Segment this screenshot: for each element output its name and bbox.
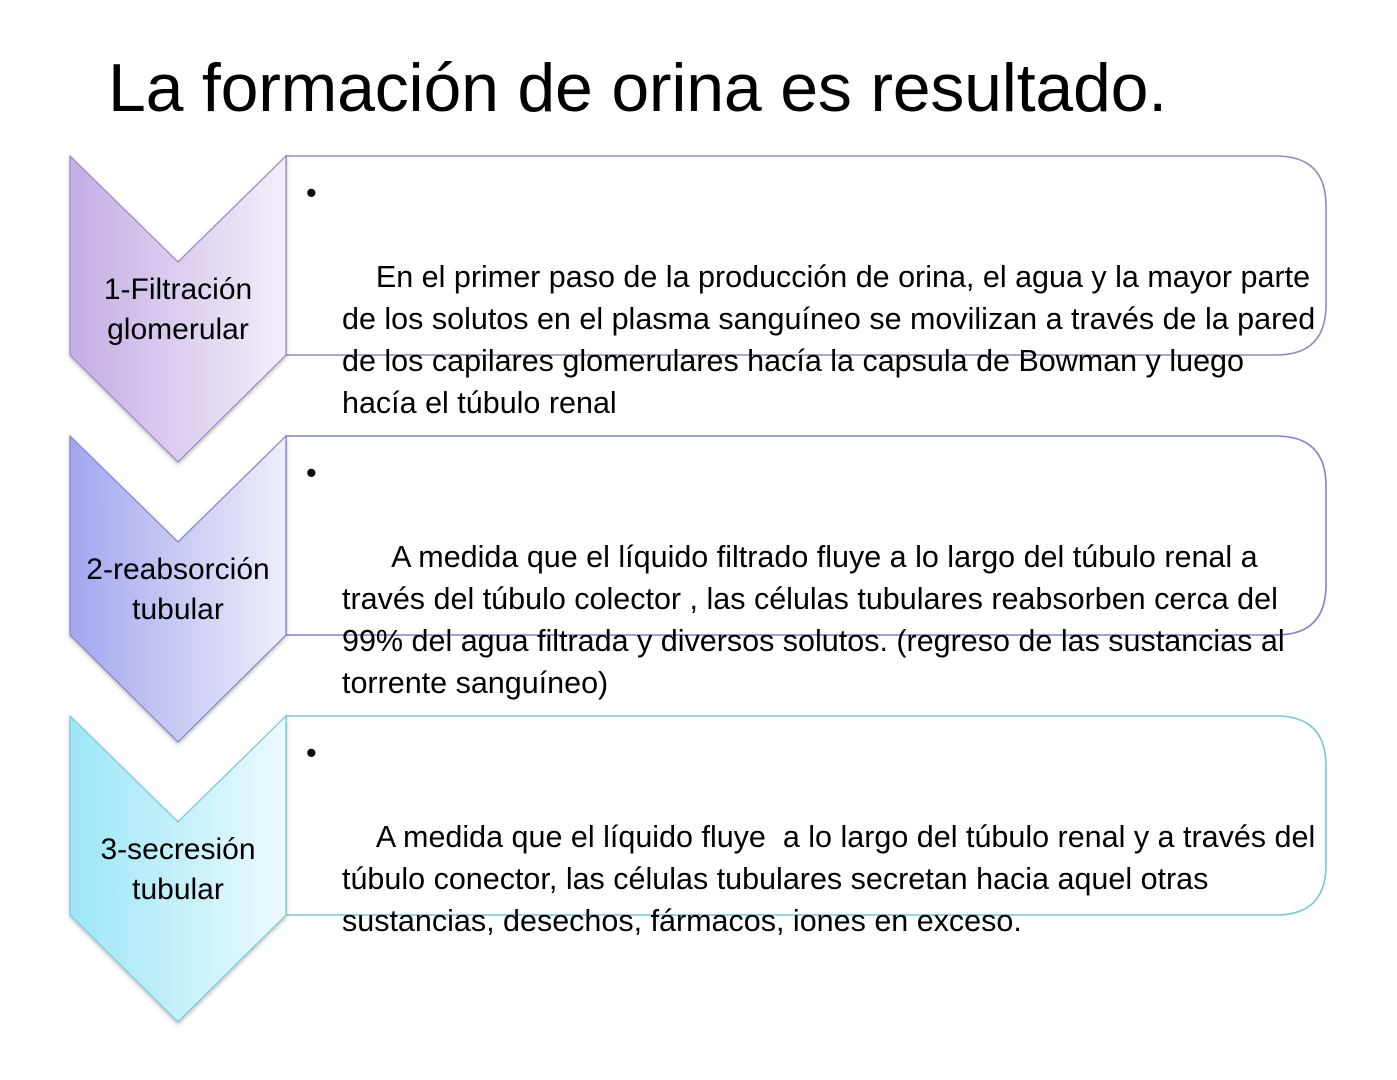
- step-1-label: [70, 270, 286, 350]
- step-3-description: [306, 732, 1324, 984]
- slide-title: La formación de orina es resultado.: [108, 50, 1167, 126]
- step-3-text: A medida que el líquido fluye a lo largo del túbulo renal y a través del túbulo conector, las células tubulares secretan hacia aquel otras sustancias, desechos, fármacos, iones en exceso.: [342, 820, 1324, 938]
- step-1-label-line-1: 1-Filtración: [103, 273, 253, 306]
- step-1-description: [306, 172, 1324, 466]
- bullet-icon: •: [306, 456, 317, 490]
- step-3-label: [70, 830, 286, 910]
- step-3-label-line-1: 3-secresión: [100, 833, 256, 866]
- step-3-bullet-item: [306, 732, 1324, 984]
- step-2-description: [306, 452, 1316, 746]
- step-1-bullet-item: [306, 172, 1324, 466]
- bullet-icon: •: [306, 176, 317, 210]
- step-2-text: A medida que el líquido filtrado fluye a lo largo del túbulo renal a través del túbulo colector , las células tubulares reabsorben cerca del 99% del agua filtrada y diversos solutos. (regreso de las sustancias al torrente sanguíneo): [342, 540, 1294, 700]
- bullet-icon: •: [306, 736, 317, 770]
- step-2-bullet-item: [306, 452, 1316, 746]
- step-2-label: [70, 550, 286, 630]
- step-2-label-line-2: tubular: [132, 593, 224, 626]
- step-1-text: En el primer paso de la producción de orina, el agua y la mayor parte de los solutos en el plasma sanguíneo se movilizan a través de la pared de los capilares glomerulares hacía la capsula de Bowman y luego hacía el túbulo renal: [342, 260, 1324, 420]
- step-3-label-line-2: tubular: [132, 873, 224, 906]
- step-2-label-line-1: 2-reabsorción: [86, 553, 270, 586]
- step-1-label-line-2: glomerular: [107, 313, 249, 346]
